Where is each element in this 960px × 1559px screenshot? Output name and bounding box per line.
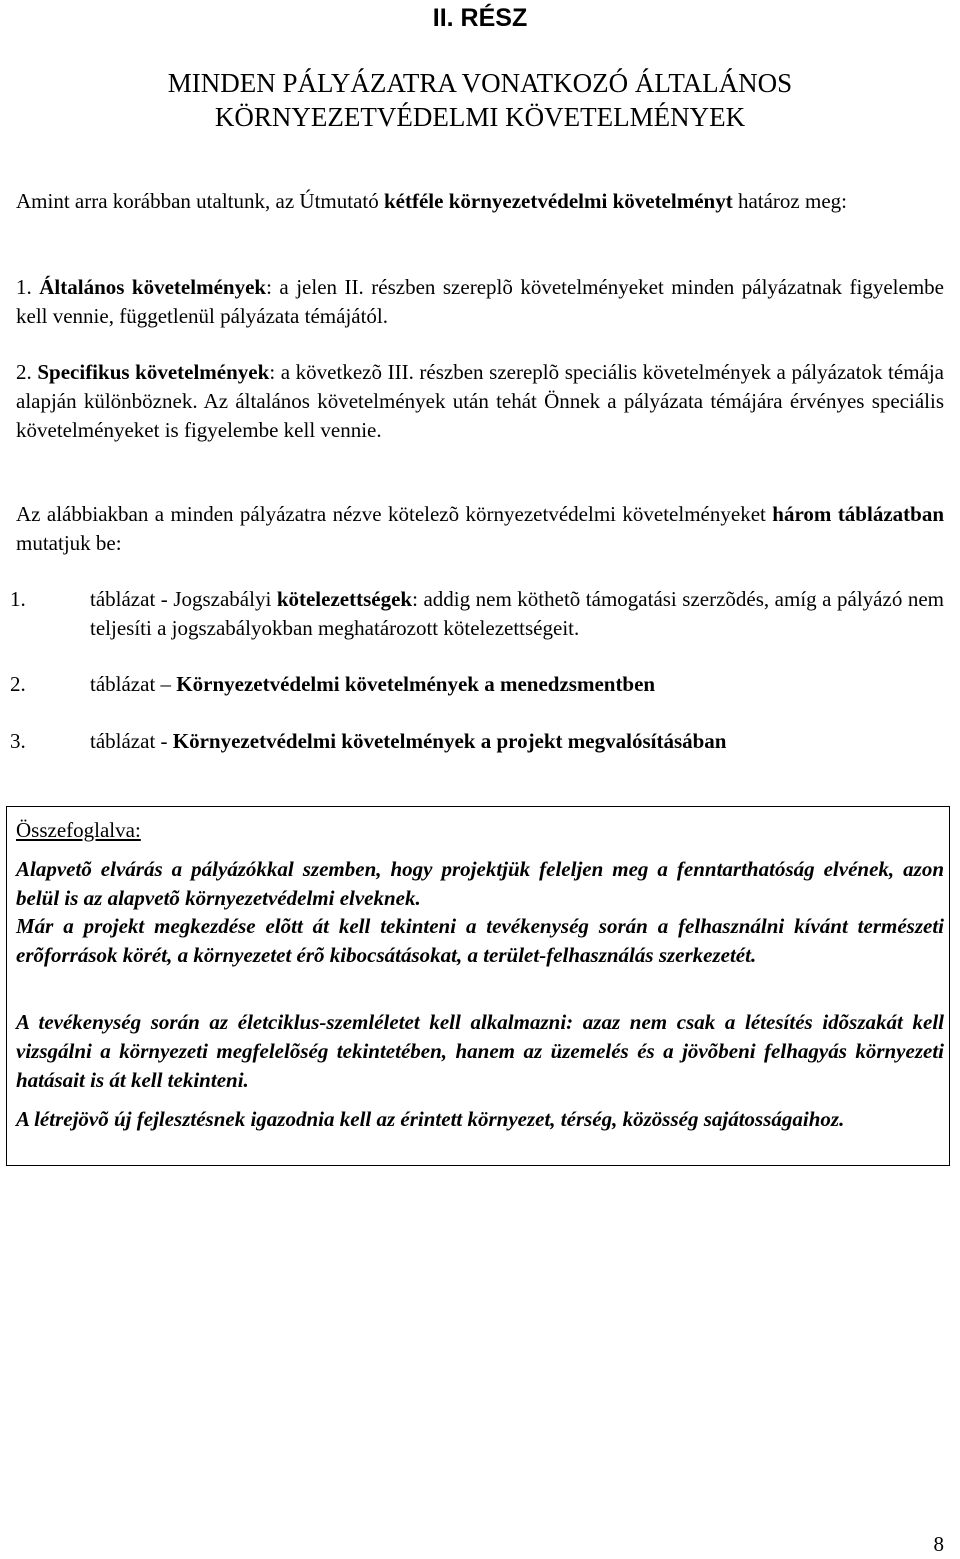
- table-list-title: Környezetvédelmi követelmények a menedzsmentben: [176, 672, 656, 696]
- table-list-item: [10, 670, 944, 699]
- summary-paragraph-4: A létrejövõ új fejlesztésnek igazodnia kell az érintett környezet, térség, közösség sajátosságaihoz.: [16, 1107, 845, 1131]
- summary-paragraph-1: Alapvetõ elvárás a pályázókkal szemben, hogy projektjük feleljen meg a fenntarthatóság elvének, azon belül is az alapvetõ környezetvédelmi elveknek.: [16, 857, 944, 910]
- table-list-number: 1.: [10, 587, 26, 611]
- intro-text: Amint arra korábban utaltunk, az Útmutató: [16, 189, 384, 213]
- intro-bold: kétféle környezetvédelmi követelményt: [383, 189, 733, 213]
- table-list-title: Környezetvédelmi követelmények a projekt megvalósításában: [172, 729, 727, 753]
- table-list-prefix: táblázat –: [90, 672, 177, 696]
- table-list-prefix: táblázat -: [90, 729, 173, 753]
- table-list-item: [10, 585, 944, 643]
- requirement-general-number: 1.: [16, 275, 40, 299]
- requirement-general: [16, 273, 944, 331]
- requirement-specific-text: : a következõ III. részben szereplõ speciális követelmények a pályázatok témája alapján különböznek. Az általános követelmények után tehát Önnek a pályázata témájára érvényes speciális követelményeket is figyelembe kell vennie.: [16, 360, 945, 442]
- table-list-number: 2.: [10, 672, 26, 696]
- part-title: II. RÉSZ: [432, 4, 528, 32]
- requirement-specific-title: Specifikus követelmények: [37, 360, 270, 384]
- intro-paragraph: [16, 187, 944, 216]
- table-list-number: 3.: [10, 729, 26, 753]
- table-list-title: kötelezettségek: [276, 587, 413, 611]
- page-number: 8: [933, 1532, 944, 1556]
- intro-after: határoz meg:: [732, 189, 847, 213]
- tables-intro-after: mutatjuk be:: [16, 531, 122, 555]
- requirement-general-title: Általános követelmények: [39, 275, 267, 299]
- main-heading-line-1: MINDEN PÁLYÁZATRA VONATKOZÓ ÁLTALÁNOS: [167, 68, 793, 98]
- tables-intro-bold: három táblázatban: [772, 502, 944, 526]
- summary-paragraph-3: A tevékenység során az életciklus-szemléletet kell alkalmazni: azaz nem csak a létesítés idõszakát kell vizsgálni a környezeti megfelelõség tekintetében, hanem az üzemelés és a jövõbeni felhagyás környezeti hatásait is át kell tekinteni.: [16, 1010, 944, 1092]
- summary-paragraph-2: Már a projekt megkezdése elõtt át kell tekinteni a tevékenység során a felhasználni kívánt természeti erõforrások körét, a környezetet érõ kibocsátásokat, a terület-felhasználás szerkezetét.: [16, 914, 944, 967]
- table-list-prefix: táblázat - Jogszabályi: [90, 587, 277, 611]
- table-list-item: [10, 727, 944, 756]
- main-heading: [100, 66, 860, 134]
- requirement-specific-number: 2.: [16, 360, 38, 384]
- main-heading-line-2: KÖRNYEZETVÉDELMI KÖVETELMÉNYEK: [214, 102, 746, 132]
- tables-intro: [16, 500, 944, 558]
- requirement-general-text: : a jelen II. részben szereplõ követelményeket minden pályázatnak figyelembe kell vennie, függetlenül pályázata témájától.: [16, 275, 944, 328]
- requirement-specific: [16, 358, 944, 445]
- table-list-suffix: : addig nem köthetõ támogatási szerzõdés, amíg a pályázó nem teljesíti a jogszabályokban meghatározott kötelezettségeit.: [90, 587, 944, 640]
- tables-intro-text: Az alábbiakban a minden pályázatra nézve kötelezõ környezetvédelmi követelményeket: [16, 502, 773, 526]
- summary-title: Összefoglalva:: [16, 818, 141, 842]
